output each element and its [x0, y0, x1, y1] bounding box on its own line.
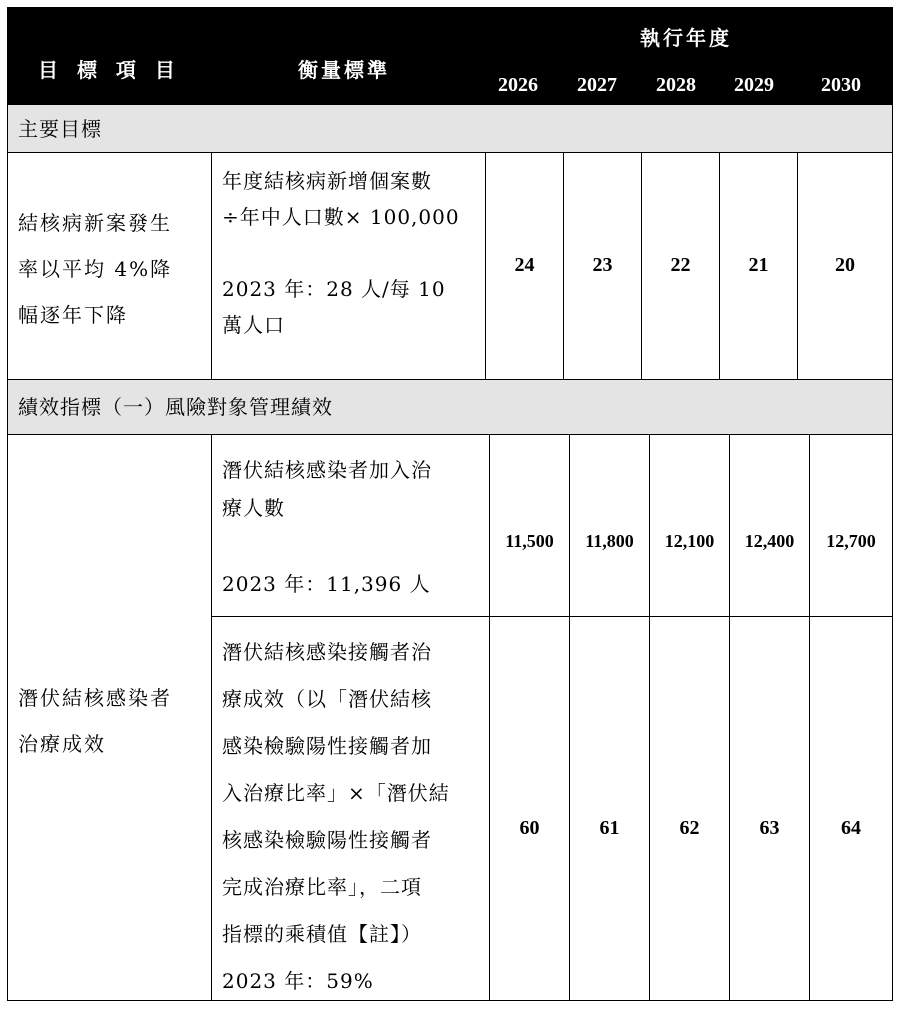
- value-cell: 64: [841, 817, 861, 839]
- header-year: 2026: [498, 74, 538, 96]
- section-main-goal: 主要目標: [7, 105, 893, 153]
- target-cell: 結核病新案發生 率以平均 4%降 幅逐年下降: [18, 211, 173, 327]
- value-cell: 11,500: [505, 531, 554, 551]
- measure-cell: 年度結核病新增個案數 ÷年中人口數× 100,000 2023 年：28 人/每 10 萬人口: [222, 169, 460, 337]
- table-row-group: [7, 435, 893, 1001]
- value-cell: 60: [519, 817, 540, 839]
- value-cell: 20: [835, 254, 855, 276]
- header-period: 執行年度: [640, 26, 732, 50]
- value-cell: 21: [748, 254, 769, 276]
- value-cell: 23: [592, 254, 613, 276]
- section-performance-indicator: 績效指標（一）風險對象管理績效: [7, 380, 893, 435]
- value-cell: 63: [759, 817, 780, 839]
- value-cell: 62: [679, 817, 700, 839]
- header-year: 2029: [734, 74, 774, 96]
- measure-cell: 潛伏結核感染者加入治 療人數 2023 年：11,396 人: [222, 458, 432, 596]
- value-cell: 24: [514, 254, 535, 276]
- table-header: [7, 7, 893, 105]
- kpi-table: [7, 7, 893, 1001]
- value-cell: 22: [670, 254, 691, 276]
- value-cell: 11,800: [585, 531, 634, 551]
- value-cell: 12,400: [744, 531, 795, 551]
- header-target: 目 標 項 目: [38, 58, 181, 82]
- value-cell: 61: [599, 817, 620, 839]
- measure-cell: 潛伏結核感染接觸者治 療成效（以「潛伏結核 感染檢驗陽性接觸者加 入治療比率」×「潛伏結 核感染檢驗陽性接觸者 完成治療比率」，二項 指標的乘積值【註】） 2023 年：59%: [222, 640, 450, 993]
- value-cell: 12,700: [826, 531, 876, 551]
- table-row: [7, 153, 893, 380]
- target-cell: 潛伏結核感染者 治療成效: [18, 686, 172, 756]
- header-year: 2027: [577, 74, 617, 96]
- header-year: 2030: [821, 74, 861, 96]
- header-measure: 衡量標準: [298, 58, 390, 82]
- header-year: 2028: [656, 74, 696, 96]
- value-cell: 12,100: [664, 531, 715, 551]
